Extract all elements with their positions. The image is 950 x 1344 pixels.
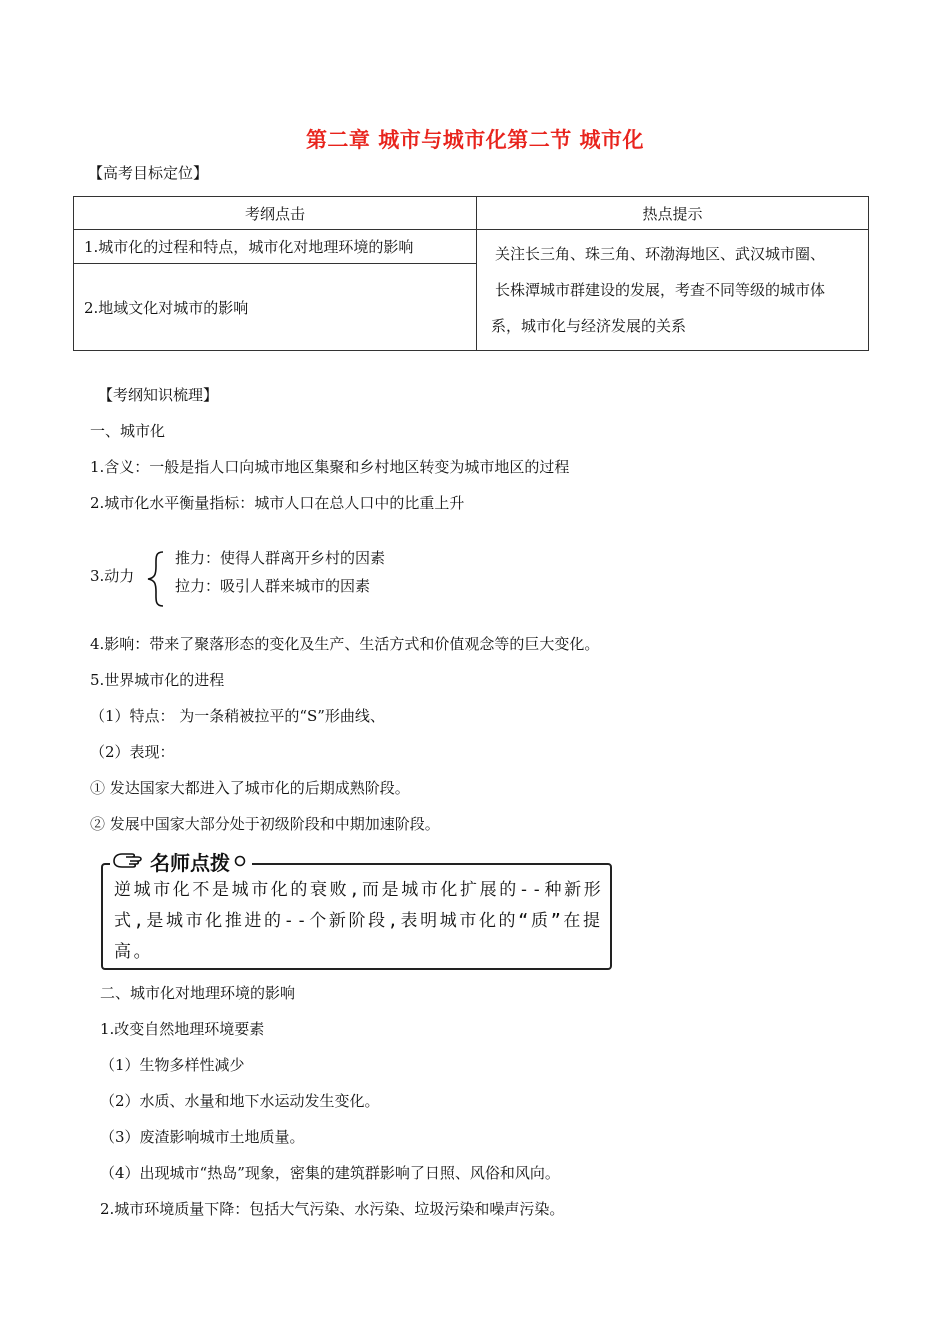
tip-title: 名师点拨 xyxy=(150,850,230,875)
part1-item-5-1: （1）特点： 为一条稍被拉平的“S”形曲线、 xyxy=(90,707,385,725)
part1-item-3-pull: 拉力：吸引人群来城市的因素 xyxy=(175,577,371,595)
outline-table xyxy=(73,196,869,351)
table-header-points: 考纲点击 xyxy=(74,197,477,230)
tip-text: 逆城市化不是城市化的衰败,而是城市化扩展的--种新形式,是城市化推进的--个新阶段,表明城市化的“质”在提高。 xyxy=(114,880,604,962)
part1-item-3-push: 推力：使得人群离开乡村的因素 xyxy=(175,549,386,567)
part1-item-4: 4.影响：带来了聚落形态的变化及生产、生活方式和价值观念等的巨大变化。 xyxy=(90,635,600,653)
section-heading-knowledge: 【考纲知识梳理】 xyxy=(98,386,219,404)
part1-heading: 一、城市化 xyxy=(90,422,166,440)
part1-item-5: 5.世界城市化的进程 xyxy=(90,671,225,689)
part2-item-2: 2.城市环境质量下降：包括大气污染、水污染、垃圾污染和噪声污染。 xyxy=(100,1200,565,1218)
hotspot-line-1: 关注长三角、珠三角、环渤海地区、武汉城市圈、 xyxy=(495,245,826,263)
part1-item-5-2a: ① 发达国家大都进入了城市化的后期成熟阶段。 xyxy=(90,779,410,797)
table-header-hotspots: 热点提示 xyxy=(477,197,869,230)
table-cell-hotspots xyxy=(477,230,869,351)
tip-header xyxy=(110,846,252,876)
part2-item-1-1: （1）生物多样性减少 xyxy=(100,1056,245,1074)
part2-item-1-4: （4）出现城市“热岛”现象，密集的建筑群影响了日照、风俗和风向。 xyxy=(100,1164,560,1182)
part2-item-1: 1.改变自然地理环境要素 xyxy=(100,1020,265,1038)
hotspot-line-2: 长株潭城市群建设的发展，考查不同等级的城市体 xyxy=(495,281,826,299)
table-cell-point-2: 2.地域文化对城市的影响 xyxy=(74,264,477,351)
pointing-hand-icon xyxy=(112,849,146,873)
part1-item-3-label: 3.动力 xyxy=(90,567,135,585)
curly-brace-icon xyxy=(145,550,167,608)
part2-item-1-3: （3）废渣影响城市土地质量。 xyxy=(100,1128,305,1146)
part2-heading: 二、城市化对地理环境的影响 xyxy=(100,984,296,1002)
part1-item-5-2b: ② 发展中国家大部分处于初级阶段和中期加速阶段。 xyxy=(90,815,440,833)
part2-item-1-2: （2）水质、水量和地下水运动发生变化。 xyxy=(100,1092,380,1110)
circle-icon xyxy=(234,855,246,867)
part1-item-1: 1.含义：一般是指人口向城市地区集聚和乡村地区转变为城市地区的过程 xyxy=(90,458,570,476)
page-title: 第二章 城市与城市化第二节 城市化 xyxy=(305,127,645,152)
hotspot-line-3: 系，城市化与经济发展的关系 xyxy=(491,317,687,335)
table-cell-point-1: 1.城市化的过程和特点，城市化对地理环境的影响 xyxy=(74,230,477,264)
part1-item-2: 2.城市化水平衡量指标：城市人口在总人口中的比重上升 xyxy=(90,494,465,512)
section-heading-target: 【高考目标定位】 xyxy=(88,164,209,182)
part1-item-5-2: （2）表现： xyxy=(90,743,175,761)
